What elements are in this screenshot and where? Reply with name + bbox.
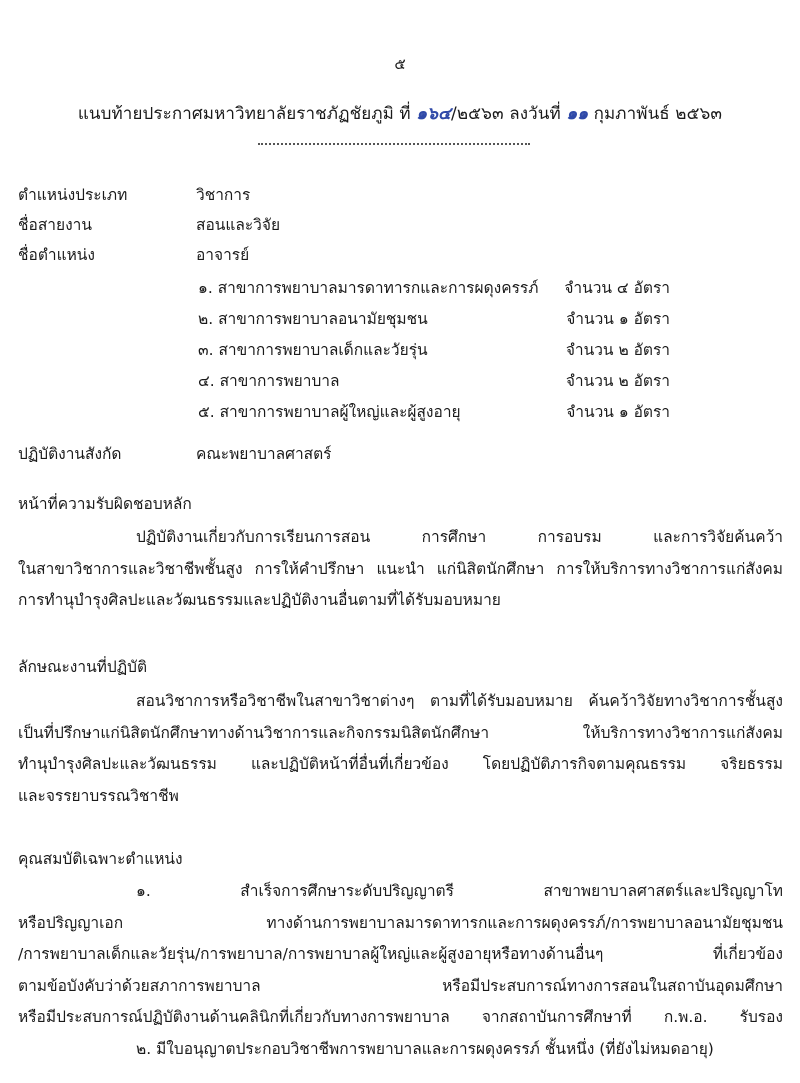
position-item bbox=[198, 399, 670, 424]
position-item bbox=[198, 368, 670, 393]
position-count: จำนวน ๑ อัตรา bbox=[566, 310, 670, 328]
qualifications-paragraph bbox=[18, 876, 783, 1065]
dotted-divider bbox=[258, 143, 530, 145]
field-label: ตำแหน่งประเภท bbox=[18, 186, 128, 204]
handwritten-announcement-number: ๑๖๔ bbox=[416, 104, 451, 124]
field-label: ปฏิบัติงานสังกัด bbox=[18, 445, 122, 463]
field-value: วิชาการ bbox=[196, 186, 251, 204]
paragraph-line: หรือมีประสบการณ์ปฏิบัติงานด้านคลินิกที่เกี่ยวกับทางการพยาบาล จากสถาบันการศึกษาที่ ก.พ.อ. รับรอง bbox=[18, 1008, 783, 1026]
paragraph-line: ตามข้อบังคับว่าด้วยสภาการพยาบาล หรือมีประสบการณ์ทางการสอนในสถาบันอุดมศึกษา bbox=[18, 976, 783, 995]
responsibilities-paragraph bbox=[18, 522, 783, 617]
position-name: ๒. สาขาการพยาบาลอนามัยชุมชน bbox=[198, 310, 428, 328]
paragraph-line: สอนวิชาการหรือวิชาชีพในสาขาวิชาต่างๆ ตามที่ได้รับมอบหมาย ค้นคว้าวิจัยทางวิชาการชั้นสูง bbox=[136, 692, 783, 710]
paragraph-line: หรือปริญญาเอก ทางด้านการพยาบาลมารดาทารกและการผดุงครรภ์/การพยาบาลอนามัยชุมชน bbox=[18, 913, 783, 932]
position-item bbox=[198, 275, 670, 300]
paragraph-line: และจรรยาบรรณวิชาชีพ bbox=[18, 786, 179, 805]
field-affiliation bbox=[18, 441, 332, 466]
paragraph-line: /การพยาบาลเด็กและวัยรุ่น/การพยาบาล/การพยาบาลผู้ใหญ่และผู้สูงอายุหรือทางด้านอื่นๆ ที่เกี่ยวข้อง bbox=[18, 945, 783, 963]
position-item bbox=[198, 306, 670, 331]
work-nature-paragraph bbox=[18, 686, 783, 812]
position-count: จำนวน ๒ อัตรา bbox=[565, 341, 670, 359]
handwritten-day: ๑๑ bbox=[566, 104, 589, 124]
position-count: จำนวน ๔ อัตรา bbox=[564, 279, 670, 297]
paragraph-line: ในสาขาวิชาการและวิชาชีพชั้นสูง การให้คำปรึกษา แนะนำ แก่นิสิตนักศึกษา การให้บริการทางวิชาการแก่สังคม bbox=[18, 559, 783, 578]
position-count: จำนวน ๒ อัตรา bbox=[565, 372, 670, 390]
position-count: จำนวน ๑ อัตรา bbox=[566, 403, 670, 421]
section-heading-qualifications: คุณสมบัติเฉพาะตำแหน่ง bbox=[18, 850, 183, 868]
position-name: ๑. สาขาการพยาบาลมารดาทารกและการผดุงครรภ์ bbox=[198, 279, 539, 297]
section-heading-responsibilities: หน้าที่ความรับผิดชอบหลัก bbox=[18, 495, 192, 513]
field-value: คณะพยาบาลศาสตร์ bbox=[196, 445, 332, 463]
field-line-of-work bbox=[18, 212, 280, 237]
field-position-type bbox=[18, 182, 250, 207]
field-label: ชื่อสายงาน bbox=[18, 216, 92, 234]
paragraph-line: ปฏิบัติงานเกี่ยวกับการเรียนการสอน การศึกษา การอบรม และการวิจัยค้นคว้า bbox=[136, 528, 783, 546]
paragraph-line: การทำนุบำรุงศิลปะและวัฒนธรรมและปฏิบัติงานอื่นตามที่ได้รับมอบหมาย bbox=[18, 591, 501, 609]
section-heading-work-nature: ลักษณะงานที่ปฏิบัติ bbox=[18, 658, 148, 676]
title-prefix: แนบท้ายประกาศมหาวิทยาลัยราชภัฏชัยภูมิ ที่ bbox=[77, 104, 417, 124]
paragraph-line: ทำนุบำรุงศิลปะและวัฒนธรรม และปฏิบัติหน้าที่อื่นที่เกี่ยวข้อง โดยปฏิบัติภารกิจตามคุณธรรม จริยธรรม bbox=[18, 755, 783, 773]
position-name: ๔. สาขาการพยาบาล bbox=[198, 372, 340, 390]
title-suffix: กุมภาพันธ์ ๒๕๖๓ bbox=[588, 104, 723, 124]
position-name: ๓. สาขาการพยาบาลเด็กและวัยรุ่น bbox=[198, 341, 428, 359]
field-value: สอนและวิจัย bbox=[196, 216, 281, 234]
announcement-title bbox=[0, 100, 800, 127]
field-value: อาจารย์ bbox=[196, 246, 250, 264]
title-year: /๒๕๖๓ ลงวันที่ bbox=[451, 104, 567, 124]
field-position-name bbox=[18, 242, 249, 267]
paragraph-line: ๑. สำเร็จการศึกษาระดับปริญญาตรี สาขาพยาบาลศาสตร์และปริญญาโท bbox=[136, 882, 783, 900]
field-label: ชื่อตำแหน่ง bbox=[18, 246, 95, 264]
position-item bbox=[198, 337, 670, 362]
paragraph-line: ๒. มีใบอนุญาตประกอบวิชาชีพการพยาบาลและการผดุงครรภ์ ชั้นหนึ่ง (ที่ยังไม่หมดอายุ) bbox=[136, 1039, 714, 1058]
paragraph-line: เป็นที่ปรึกษาแก่นิสิตนักศึกษาทางด้านวิชาการและกิจกรรมนิสิตนักศึกษา ให้บริการทางวิชาการแก่สังคม bbox=[18, 723, 783, 742]
page-number: ๕ bbox=[394, 55, 406, 73]
position-name: ๕. สาขาการพยาบาลผู้ใหญ่และผู้สูงอายุ bbox=[198, 403, 461, 421]
